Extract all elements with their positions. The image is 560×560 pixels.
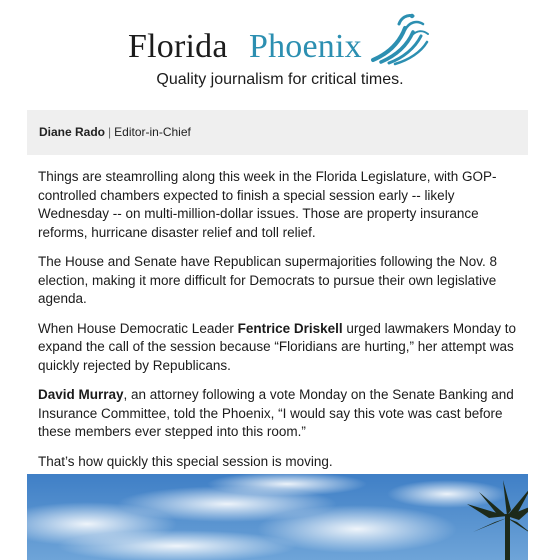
paragraph-3-text-start: When House Democratic Leader [38, 320, 238, 336]
author-role: Editor-in-Chief [114, 125, 191, 139]
author-name: Diane Rado [39, 125, 106, 139]
newsletter-header [0, 0, 560, 100]
paragraph-4 [38, 386, 524, 442]
paragraph-5: That’s how quickly this special session is moving. [38, 453, 333, 469]
article-body [38, 168, 524, 482]
byline-bar [27, 110, 528, 155]
person-name-driskell: Fentrice Driskell [237, 320, 343, 336]
paragraph-2: The House and Senate have Republican supermajorities following the Nov. 8 election, making it more difficult for Democrats to pursue their own legislative agenda. [38, 254, 498, 306]
paragraph-3 [38, 320, 524, 376]
phoenix-bird-icon [365, 10, 431, 66]
sky-palm-image [27, 474, 528, 560]
byline-separator: | [108, 125, 112, 139]
paragraph-3-text-end: urged lawmakers Monday to expand the call of the session because “Floridians are hurting,” her attempt was quickly rejected by Republicans. [38, 320, 516, 373]
person-name-murray: David Murray [38, 387, 124, 402]
paragraph-4-text: , an attorney following a vote Monday on the Senate Banking and Insurance Committee, told the Phoenix, “I would say this vote was cast before these members ever stepped into this room.” [38, 387, 514, 439]
article-photo[interactable] [27, 474, 528, 560]
tagline: Quality journalism for critical times. [156, 71, 404, 88]
paragraph-1: Things are steamrolling along this week in the Florida Legislature, with GOP-controlled chambers expected to finish a special session early -- likely Wednesday -- on multi-million-dollar issues. Those are property insurance reforms, hurricane disaster relief and toll relief. [38, 169, 497, 240]
logo-word-phoenix: Phoenix [249, 28, 362, 65]
logo-word-florida: Florida [128, 28, 228, 65]
